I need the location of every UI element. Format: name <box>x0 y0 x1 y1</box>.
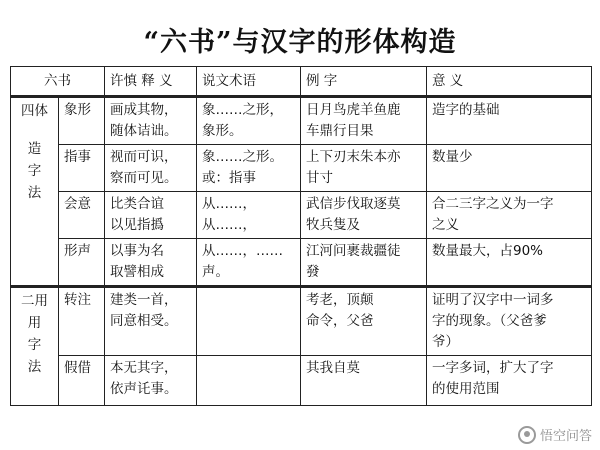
row-name: 会意 <box>59 192 105 239</box>
table-row <box>11 239 592 287</box>
table-row <box>11 287 592 356</box>
row-meaning: 一字多词，扩大了字 的使用范围 <box>427 356 592 406</box>
row-definition: 比类合谊 以见指撝 <box>105 192 197 239</box>
row-term <box>197 356 301 406</box>
header-xushen: 许慎 释 义 <box>105 67 197 97</box>
table-row <box>11 97 592 145</box>
row-name: 指事 <box>59 145 105 192</box>
wukong-logo-icon <box>518 426 536 444</box>
row-definition: 建类一首， 同意相受。 <box>105 287 197 356</box>
table-row <box>11 356 592 406</box>
row-name: 象形 <box>59 97 105 145</box>
header-shuowen: 说文术语 <box>197 67 301 97</box>
row-meaning: 造字的基础 <box>427 97 592 145</box>
header-meaning: 意 义 <box>427 67 592 97</box>
table-row <box>11 145 592 192</box>
row-definition: 画成其物， 随体诘诎。 <box>105 97 197 145</box>
row-meaning: 证明了汉字中一词多 字的现象。（父爸爹 爷） <box>427 287 592 356</box>
row-examples: 江河问裹裁疆徒 發 <box>301 239 427 287</box>
row-examples: 其我自莫 <box>301 356 427 406</box>
group-eryongyongzifa: 二用 用 字 法 <box>11 287 59 406</box>
row-name: 转注 <box>59 287 105 356</box>
watermark-text: 悟空问答 <box>539 429 592 444</box>
row-examples: 上下刃末朱本亦 甘寸 <box>301 145 427 192</box>
header-liushu: 六书 <box>11 67 105 97</box>
row-term <box>197 287 301 356</box>
row-name: 假借 <box>59 356 105 406</box>
header-examples: 例 字 <box>301 67 427 97</box>
row-meaning: 合二三字之义为一字 之义 <box>427 192 592 239</box>
row-definition: 视而可识， 察而可见。 <box>105 145 197 192</box>
row-term: 从……， 从……， <box>197 192 301 239</box>
page-title: “六书”与汉字的形体构造 <box>143 27 457 58</box>
row-examples: 考老，顶颠 命令，父爸 <box>301 287 427 356</box>
row-examples: 日月鸟虎羊鱼鹿 车鼎行目果 <box>301 97 427 145</box>
table-row <box>11 192 592 239</box>
row-definition: 本无其字， 依声讬事。 <box>105 356 197 406</box>
row-meaning: 数量最大，占90% <box>427 239 592 287</box>
row-name: 形声 <box>59 239 105 287</box>
row-term: 象……之形。 或：指事 <box>197 145 301 192</box>
liushu-table <box>10 66 592 406</box>
watermark <box>518 425 592 444</box>
group-sitizaozifa: 四体 造 字 法 <box>11 97 59 287</box>
row-examples: 武信步伐取逐莫 牧兵隻及 <box>301 192 427 239</box>
row-term: 象……之形， 象形。 <box>197 97 301 145</box>
table-header-row <box>11 67 592 97</box>
row-term: 从……，…… 声。 <box>197 239 301 287</box>
row-meaning: 数量少 <box>427 145 592 192</box>
row-definition: 以事为名 取譬相成 <box>105 239 197 287</box>
